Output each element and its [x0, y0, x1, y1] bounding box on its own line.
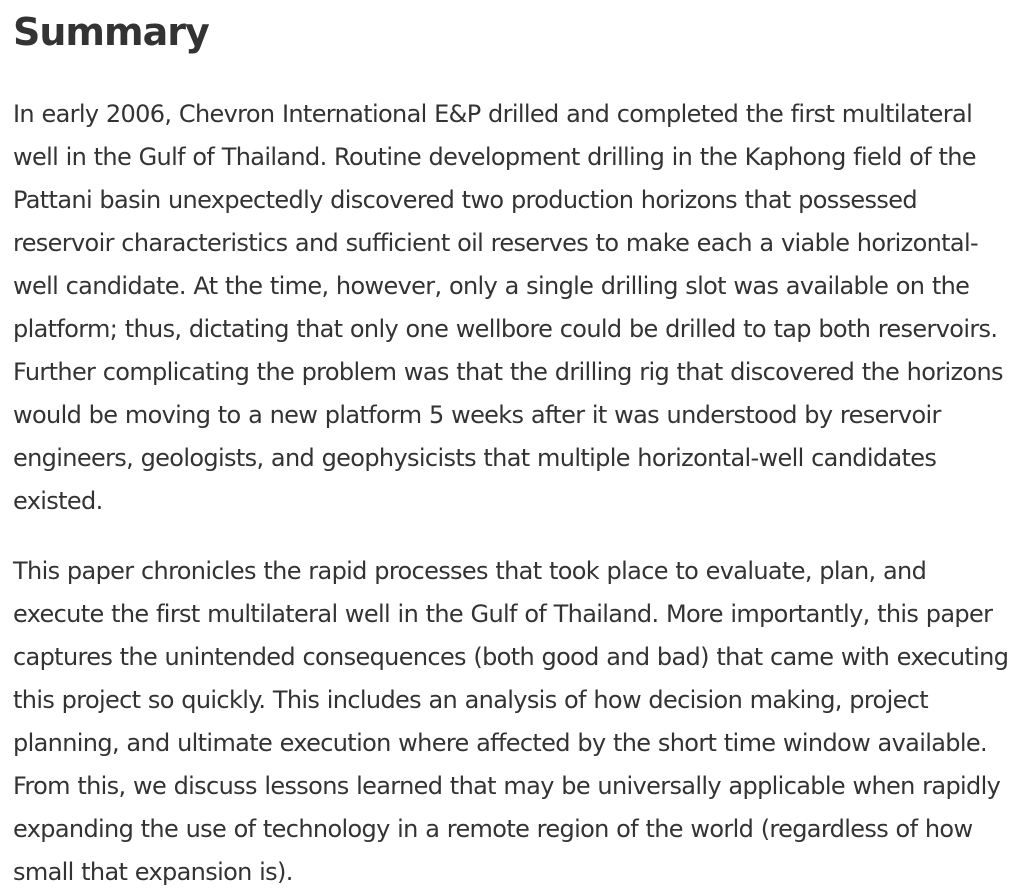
summary-paragraph-1: In early 2006, Chevron International E&P drilled and completed the first multilateral well in the Gulf of Thailand. Routine development drilling in the Kaphong field of the Pattani basin unexpectedly discovered two production horizons that possessed reservoir characteristics and sufficient oil reserves to make each a viable horizontal-well candidate. At the time, however, only a single drilling slot was available on the platform; thus, dictating that only one wellbore could be drilled to tap both reservoirs. Further complicating the problem was that the drilling rig that discovered the horizons would be moving to a new platform 5 weeks after it was understood by reservoir engineers, geologists, and geophysicists that multiple horizontal-well candidates existed. [13, 100, 1003, 515]
summary-paragraph-2: This paper chronicles the rapid processes that took place to evaluate, plan, and execute the first multilateral well in the Gulf of Thailand. More importantly, this paper captures the unintended consequences (both good and bad) that came with executing this project so quickly. This includes an analysis of how decision making, project planning, and ultimate execution where affected by the short time window available. From this, we discuss lessons learned that may be universally applicable when rapidly expanding the use of technology in a remote region of the world (regardless of how small that expansion is). [13, 557, 1009, 886]
document-body [13, 0, 1013, 894]
section-heading: Summary [13, 10, 209, 54]
